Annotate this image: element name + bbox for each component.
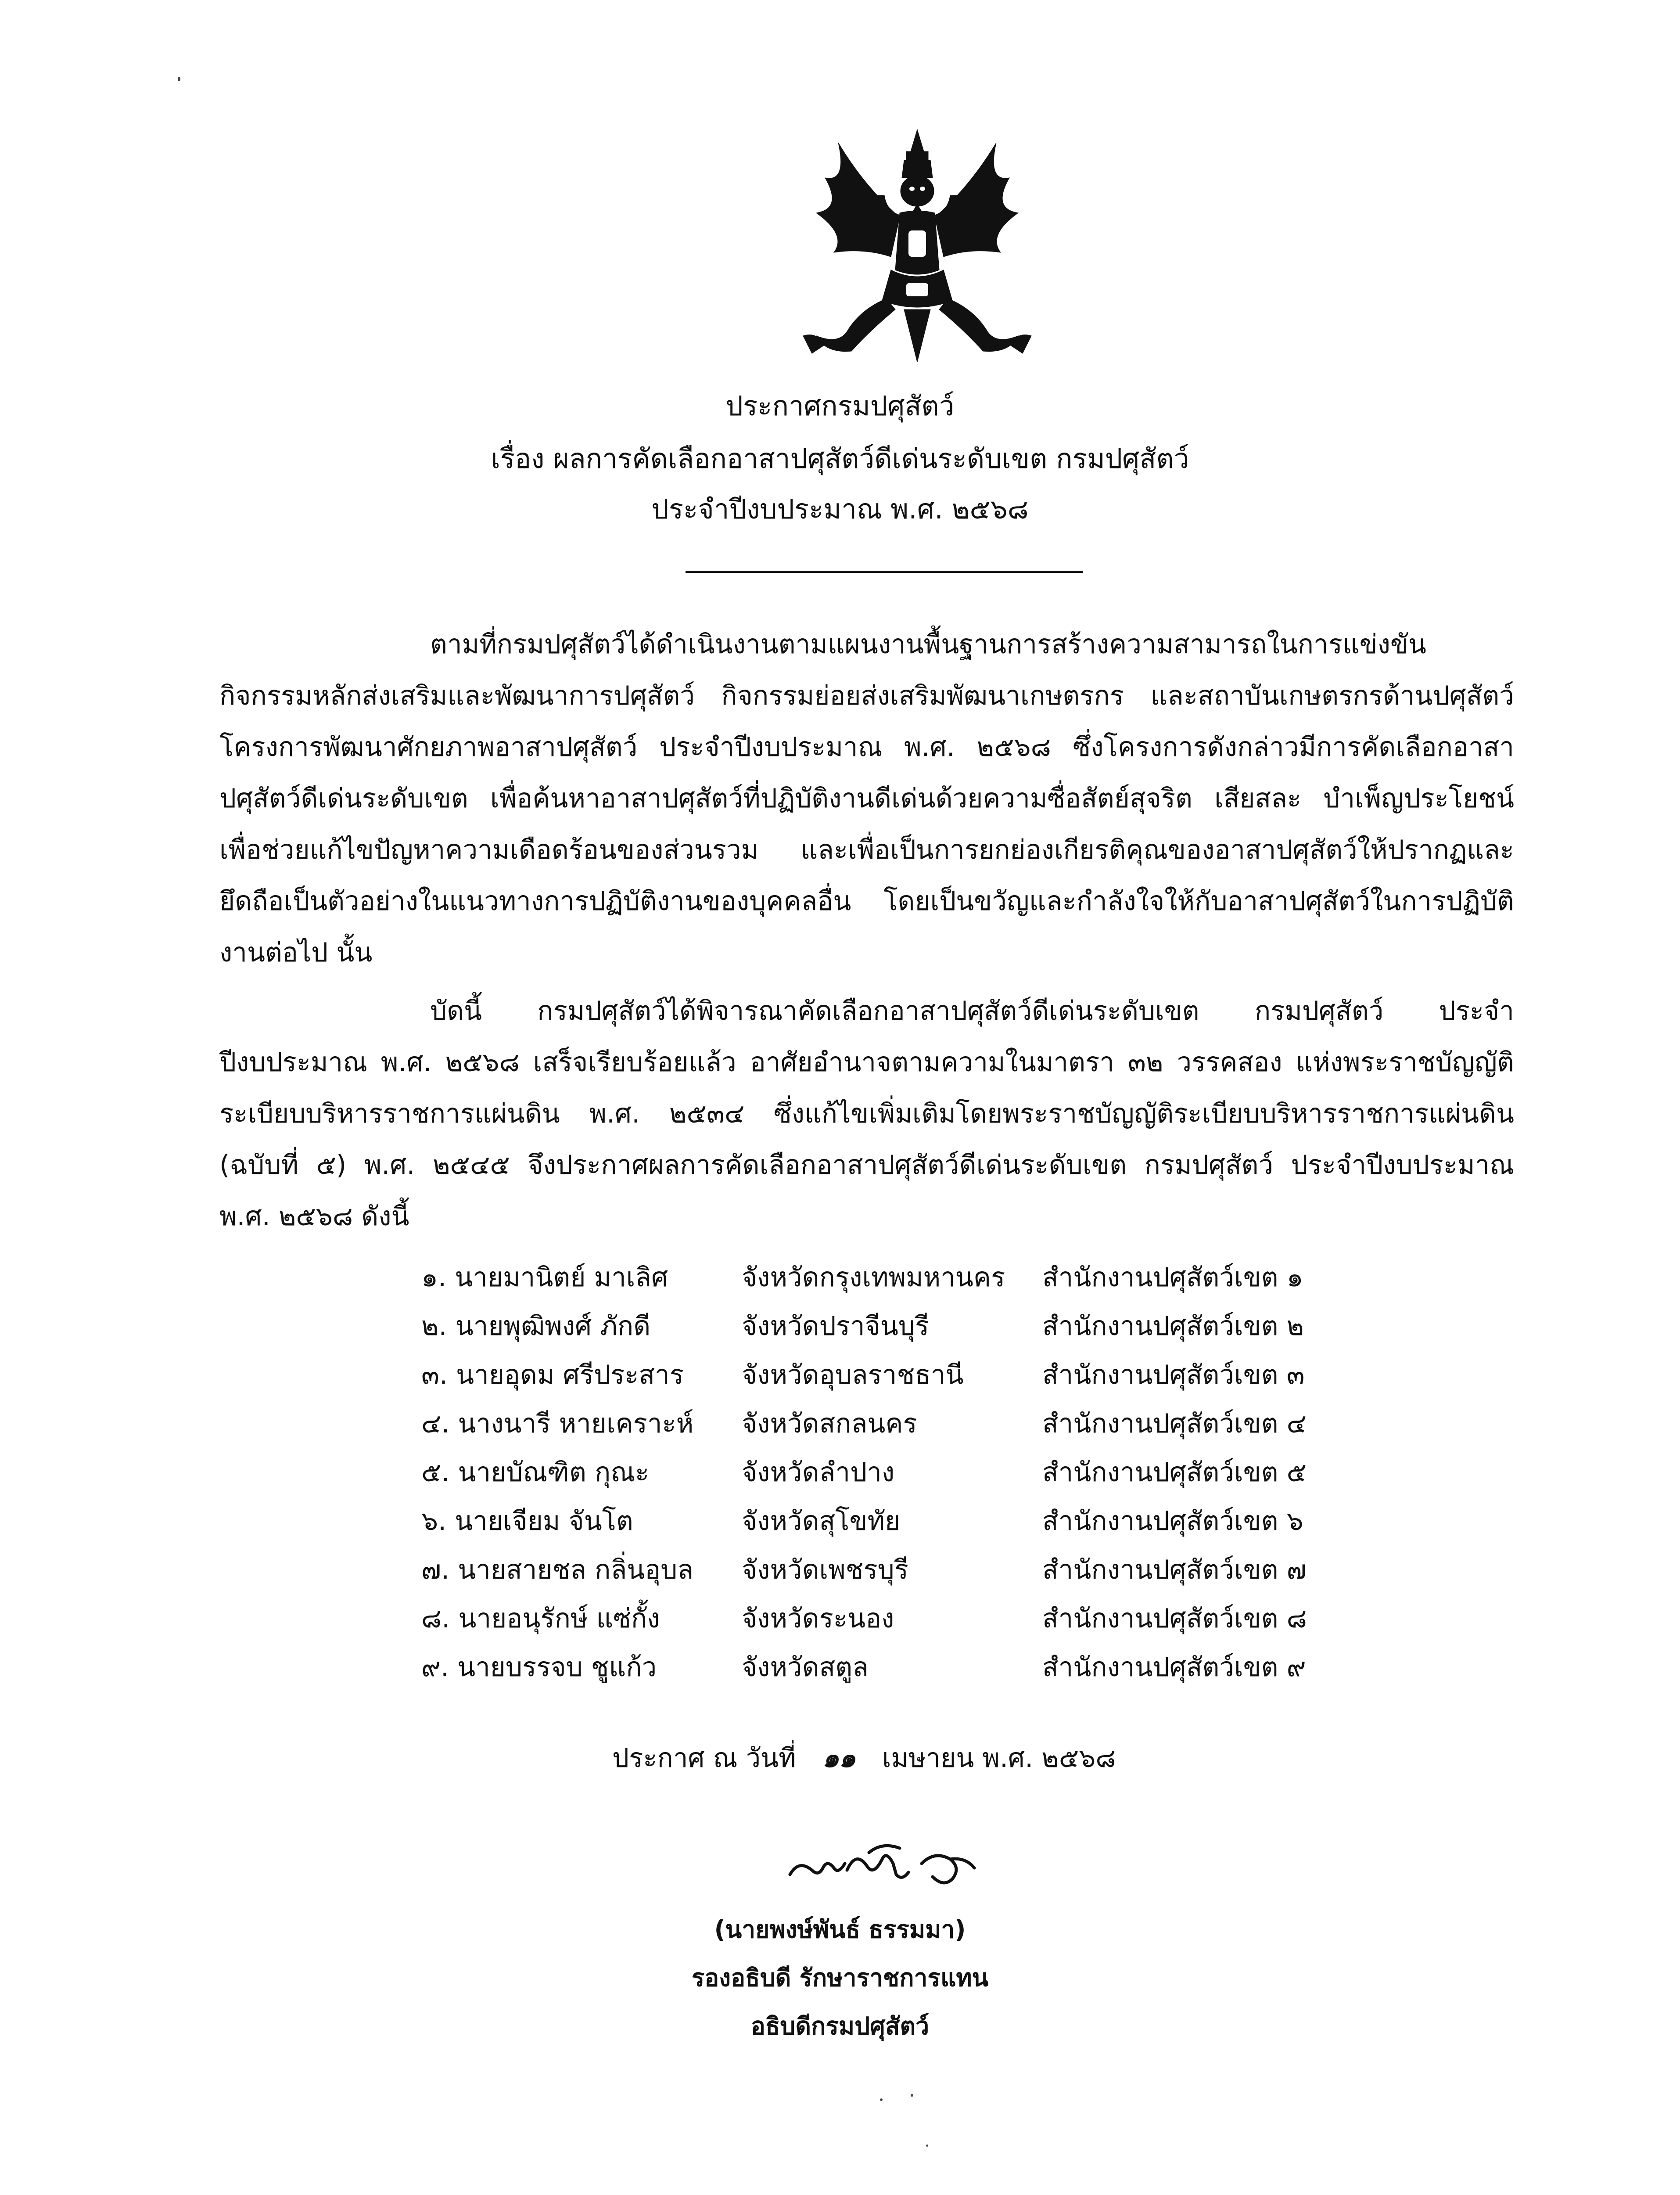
scan-speck (926, 2145, 928, 2147)
awardee-name: ๖. นายเจียม จันโต (421, 1506, 633, 1536)
announcement-fiscal-year: ประจำปีงบประมาณ พ.ศ. ๒๕๖๘ (651, 493, 1029, 525)
awardee-province: จังหวัดอุบลราชธานี (742, 1360, 964, 1390)
awardee-name: ๒. นายพุฒิพงศ์ ภักดี (421, 1311, 651, 1342)
awardee-province: จังหวัดปราจีนบุรี (742, 1311, 930, 1342)
awardee-name: ๙. นายบรรจบ ชูแก้ว (421, 1652, 657, 1683)
awardee-name: ๕. นายบัณฑิต กุณะ (421, 1457, 650, 1488)
awardee-office: สำนักงานปศุสัตว์เขต ๖ (1042, 1506, 1303, 1536)
awardee-province: จังหวัดสุโขทัย (742, 1506, 901, 1536)
signatory-title: อธิบดีกรมปศุสัตว์ (750, 2012, 930, 2040)
date-day: ๑๑ (822, 1743, 856, 1774)
list-item (421, 1594, 1431, 1643)
announcement-subject: เรื่อง ผลการคัดเลือกอาสาปศุสัตว์ดีเด่นระดับเขต กรมปศุสัตว์ (491, 443, 1189, 475)
paragraph-background (219, 619, 1514, 979)
list-item (421, 1400, 1431, 1448)
announcement-date (612, 1738, 1116, 1778)
awardee-name: ๔. นางนารี หายเคราะห์ (421, 1408, 694, 1439)
paragraph-decision-text: บัดนี้ กรมปศุสัตว์ได้พิจารณาคัดเลือกอาสาปศุสัตว์ดีเด่นระดับเขต กรมปศุสัตว์ ประจำปีงบประมาณ พ.ศ. ๒๕๖๘ เสร็จเรียบร้อยแล้ว อาศัยอำนาจตามความในมาตรา ๓๒ วรรคสอง แห่งพระราชบัญญัติระเบียบบริหารราชการแผ่นดิน พ.ศ. ๒๕๓๔ ซึ่งแก้ไขเพิ่มเติมโดยพระราชบัญญัติระเบียบบริหารราชการแผ่นดิน (ฉบับที่ ๕) พ.ศ. ๒๕๔๕ จึงประกาศผลการคัดเลือกอาสาปศุสัตว์ดีเด่นระดับเขต กรมปศุสัตว์ ประจำปีงบประมาณ พ.ศ. ๒๕๖๘ ดังนี้ (219, 996, 1514, 1232)
announcement-title: ประกาศกรมปศุสัตว์ (725, 390, 955, 422)
awardee-office: สำนักงานปศุสัตว์เขต ๙ (1042, 1652, 1306, 1683)
paragraph-decision (219, 986, 1514, 1242)
handwritten-signature (781, 1833, 987, 1894)
awardee-province: จังหวัดกรุงเทพมหานคร (742, 1262, 1005, 1293)
awardee-office: สำนักงานปศุสัตว์เขต ๒ (1042, 1311, 1304, 1342)
list-item (421, 1448, 1431, 1497)
list-item (421, 1302, 1431, 1351)
list-item (421, 1643, 1431, 1692)
scan-speck (880, 2098, 883, 2101)
awardee-list (421, 1253, 1431, 1692)
header-divider (686, 571, 1083, 573)
awardee-name: ๗. นายสายชล กลิ่นอุบล (421, 1554, 694, 1585)
awardee-province: จังหวัดสตูล (742, 1652, 869, 1683)
date-month-year: เมษายน พ.ศ. ๒๕๖๘ (882, 1743, 1116, 1774)
awardee-office: สำนักงานปศุสัตว์เขต ๓ (1042, 1360, 1305, 1390)
awardee-office: สำนักงานปศุสัตว์เขต ๔ (1042, 1408, 1307, 1439)
list-item (421, 1351, 1431, 1400)
scan-speck (178, 77, 180, 81)
awardee-province: จังหวัดระนอง (742, 1603, 894, 1634)
awardee-province: จังหวัดสกลนคร (742, 1408, 917, 1439)
garuda-emblem-icon (759, 125, 1075, 371)
date-prefix: ประกาศ ณ วันที่ (612, 1743, 796, 1774)
awardee-name: ๓. นายอุดม ศรีประสาร (421, 1360, 684, 1390)
signatory-name: (นายพงษ์พันธ์ ธรรมมา) (714, 1915, 966, 1943)
paragraph-background-text: ตามที่กรมปศุสัตว์ได้ดำเนินงานตามแผนงานพื้นฐานการสร้างความสามารถในการแข่งขัน กิจกรรมหลักส่งเสริมและพัฒนาการปศุสัตว์ กิจกรรมย่อยส่งเสริมพัฒนาเกษตรกร และสถาบันเกษตรกรด้านปศุสัตว์ โครงการพัฒนาศักยภาพอาสาปศุสัตว์ ประจำปีงบประมาณ พ.ศ. ๒๕๖๘ ซึ่งโครงการดังกล่าวมีการคัดเลือกอาสาปศุสัตว์ดีเด่นระดับเขต เพื่อค้นหาอาสาปศุสัตว์ที่ปฏิบัติงานดีเด่นด้วยความซื่อสัตย์สุจริต เสียสละ บำเพ็ญประโยชน์ เพื่อช่วยแก้ไขปัญหาความเดือดร้อนของส่วนรวม และเพื่อเป็นการยกย่องเกียรติคุณของอาสาปศุสัตว์ให้ปรากฏและยึดถือเป็นตัวอย่างในแนวทางการปฏิบัติงานของบุคคลอื่น โดยเป็นขวัญและกำลังใจให้กับอาสาปศุสัตว์ในการปฏิบัติงานต่อไป นั้น (219, 629, 1514, 968)
awardee-province: จังหวัดลำปาง (742, 1457, 895, 1488)
list-item (421, 1253, 1431, 1302)
scan-speck (911, 2094, 913, 2097)
awardee-office: สำนักงานปศุสัตว์เขต ๕ (1042, 1457, 1307, 1488)
list-item (421, 1546, 1431, 1594)
awardee-office: สำนักงานปศุสัตว์เขต ๘ (1042, 1603, 1307, 1634)
awardee-office: สำนักงานปศุสัตว์เขต ๑ (1042, 1262, 1303, 1293)
awardee-name: ๘. นายอนุรักษ์ แซ่กั้ง (421, 1603, 660, 1634)
awardee-province: จังหวัดเพชรบุรี (742, 1554, 908, 1585)
signatory-position: รองอธิบดี รักษาราชการแทน (691, 1964, 989, 1992)
awardee-office: สำนักงานปศุสัตว์เขต ๗ (1042, 1554, 1307, 1585)
list-item (421, 1497, 1431, 1546)
awardee-name: ๑. นายมานิตย์ มาเลิศ (421, 1262, 668, 1293)
